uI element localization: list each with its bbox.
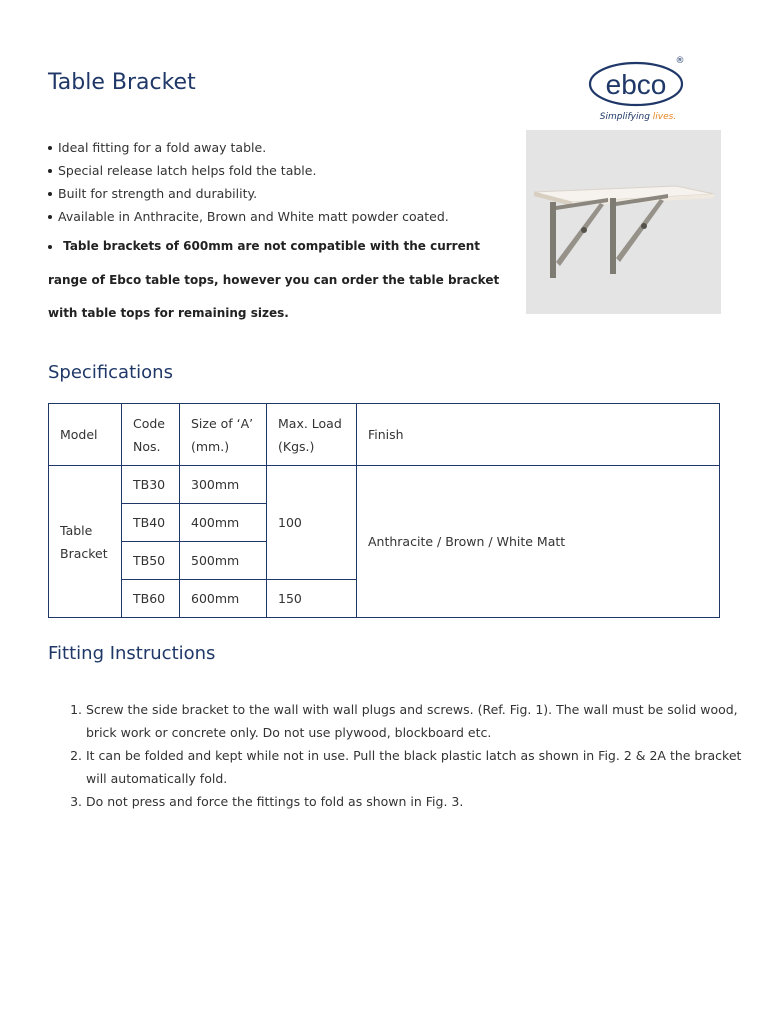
size-cell: 400mm [180, 504, 267, 542]
header-finish: Finish [357, 404, 720, 466]
specifications-table [48, 403, 720, 618]
size-cell: 600mm [180, 580, 267, 618]
ebco-logo [586, 52, 690, 124]
header-load: Max. Load (Kgs.) [267, 404, 357, 466]
header-size: Size of ‘A’ (mm.) [180, 404, 267, 466]
list-item: 2. It can be folded and kept while not in use. Pull the black plastic latch as shown in Fig. 2 & 2A the bracket will automatically fold. [86, 744, 746, 790]
header-code: Code Nos. [122, 404, 180, 466]
table-header-row [49, 404, 720, 466]
feature-item: Ideal fitting for a fold away table. [48, 136, 518, 159]
feature-item: Special release latch helps fold the table. [48, 159, 518, 182]
code-cell: TB50 [122, 542, 180, 580]
load-cell: 150 [267, 580, 357, 618]
feature-item: Available in Anthracite, Brown and White matt powder coated. [48, 205, 518, 228]
logo-tagline: Simplifying lives. [599, 112, 677, 122]
product-photo [526, 130, 721, 314]
header-model: Model [49, 404, 122, 466]
code-cell: TB40 [122, 504, 180, 542]
compatibility-note-text: Table brackets of 600mm are not compatible with the current range of Ebco table tops, however you can order the table bracket with table tops for remaining sizes. [48, 239, 500, 320]
page-title: Table Bracket [48, 70, 196, 95]
logo-wordmark: ebco [605, 69, 667, 100]
size-cell: 500mm [180, 542, 267, 580]
bullet-dot [48, 245, 52, 249]
feature-list [48, 136, 518, 228]
finish-cell: Anthracite / Brown / White Matt [357, 466, 720, 618]
specifications-title: Specifications [48, 362, 173, 383]
fitting-steps [66, 698, 746, 813]
code-cell: TB30 [122, 466, 180, 504]
table-row [49, 466, 720, 504]
compatibility-note [48, 230, 518, 331]
list-item: 1. Screw the side bracket to the wall with wall plugs and screws. (Ref. Fig. 1). The wall must be solid wood, brick work or concrete only. Do not use plywood, blockboard etc. [86, 698, 746, 744]
registered-mark: ® [675, 56, 685, 66]
model-cell: Table Bracket [49, 466, 122, 618]
code-cell: TB60 [122, 580, 180, 618]
load-cell: 100 [267, 466, 357, 580]
feature-item: Built for strength and durability. [48, 182, 518, 205]
size-cell: 300mm [180, 466, 267, 504]
fitting-instructions-title: Fitting Instructions [48, 643, 216, 664]
list-item: 3. Do not press and force the fittings to fold as shown in Fig. 3. [86, 790, 746, 813]
